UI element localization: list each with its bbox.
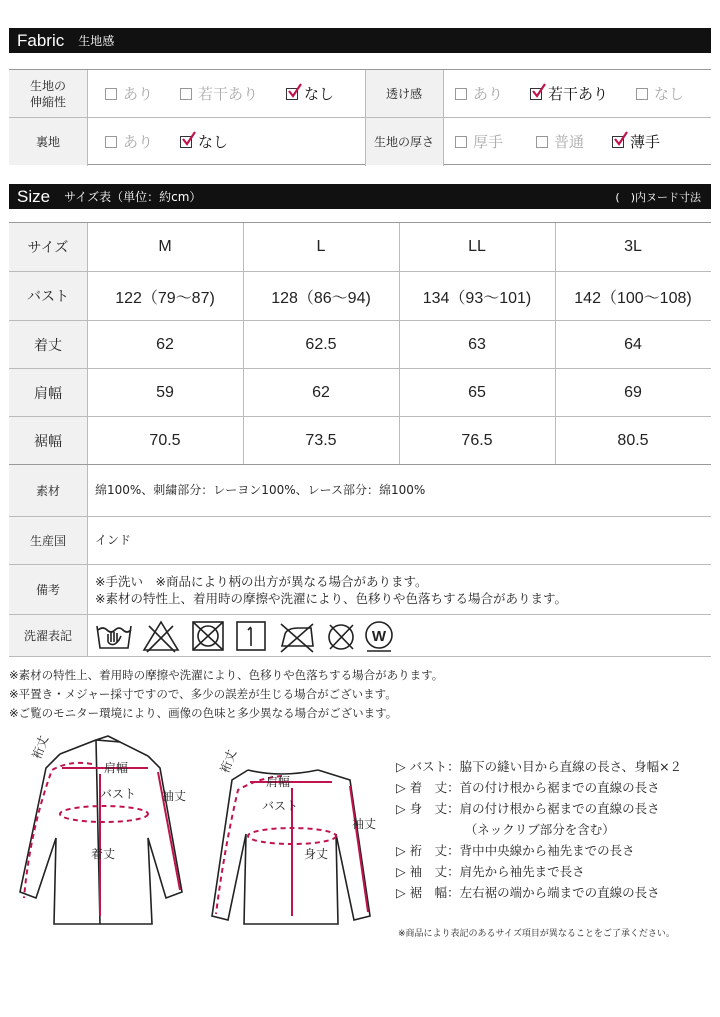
table-cell: 73.5 — [305, 431, 337, 449]
shirt-mitake-label: 身丈 — [304, 847, 329, 861]
size-disclaimer: ※商品により表記のあるサイズ項目が異なることをご了承ください。 — [398, 929, 675, 939]
lining-option-ari[interactable]: あり — [105, 118, 153, 165]
stretch-option-ari[interactable]: あり — [105, 70, 153, 117]
jacket-katahaba-label: 肩幅 — [104, 761, 129, 775]
table-cell: 128（86〜94) — [271, 289, 371, 307]
divider — [399, 223, 400, 465]
checkbox-checked-icon — [286, 88, 298, 100]
size-title-jp: サイズ表（単位：約cm） — [64, 190, 202, 204]
legend-item: （ネックリブ部分を含む） — [396, 822, 615, 837]
sheer-option-jakkan[interactable]: 若干あり — [530, 70, 608, 117]
thickness-label: 生地の厚さ — [365, 118, 443, 165]
table-row — [9, 272, 711, 321]
table-header-cell: L — [316, 238, 326, 255]
divider — [87, 465, 88, 516]
table-cell: 65 — [468, 383, 486, 401]
origin-label: 生産国 — [9, 517, 87, 564]
checkbox-checked-icon — [612, 136, 624, 148]
origin-value: インド — [95, 533, 132, 547]
table-cell: 62 — [156, 335, 174, 353]
fabric-title-jp: 生地感 — [78, 34, 115, 48]
nude-size-note: ( )内ヌード寸法 — [615, 190, 701, 204]
thickness-option-atsude[interactable]: 厚手 — [455, 118, 503, 165]
divider — [87, 615, 88, 656]
remarks-row — [9, 565, 711, 615]
origin-row — [9, 517, 711, 565]
jacket-kitake-label: 着丈 — [91, 847, 116, 861]
hand-wash-icon — [97, 626, 131, 648]
table-cell: 142（100〜108) — [574, 289, 692, 307]
fabric-header — [9, 28, 711, 53]
shirt-katahaba-label: 肩幅 — [266, 775, 291, 789]
remarks-label: 備考 — [9, 565, 87, 614]
checkbox-icon — [455, 136, 467, 148]
checkbox-icon — [455, 88, 467, 100]
table-cell: 裾幅 — [9, 417, 87, 464]
shirt-bust-label: バスト — [262, 799, 299, 813]
legend-item: ▷ 裾 幅：左右裾の端から端までの直線の長さ — [396, 885, 660, 900]
legend-item: ▷ バスト：脇下の縫い目から直線の長さ、身幅×２ — [396, 759, 683, 774]
jacket-yuki-label: 裄丈 — [29, 733, 52, 762]
care-label: 洗濯表記 — [9, 615, 87, 656]
sheer-label: 透け感 — [365, 70, 443, 117]
no-dry-clean-icon — [329, 625, 353, 649]
stretch-label: 生地の 伸縮性 — [9, 70, 87, 117]
table-cell: 62 — [312, 383, 330, 401]
table-cell: 64 — [624, 335, 642, 353]
table-cell: 62.5 — [305, 335, 337, 353]
wet-clean-letter: W — [371, 628, 387, 645]
note-line: ※平置き・メジャー採寸ですので、多少の誤差が生じる場合がございます。 — [9, 687, 397, 701]
table-cell: 122（79〜87) — [115, 289, 215, 307]
sheer-option-nashi[interactable]: なし — [636, 70, 684, 117]
table-cell: 70.5 — [149, 431, 181, 449]
table-cell: 76.5 — [461, 431, 493, 449]
fabric-row — [9, 118, 711, 166]
stretch-option-nashi[interactable]: なし — [286, 70, 334, 117]
care-row — [9, 615, 711, 657]
thickness-option-futsu[interactable]: 普通 — [536, 118, 584, 165]
table-header-cell: M — [158, 238, 172, 255]
sheer-option-ari[interactable]: あり — [455, 70, 503, 117]
size-header — [9, 184, 711, 209]
table-row — [9, 417, 711, 465]
legend-item: ▷ 裄 丈：背中中央線から袖先までの長さ — [396, 843, 635, 858]
no-tumble-dry-icon — [193, 622, 223, 650]
divider — [87, 70, 88, 166]
note-line: ※素材の特性上、着用時の摩擦や洗濯により、色移りや色落ちする場合があります。 — [9, 668, 444, 682]
measurement-legend — [396, 756, 682, 903]
lining-label: 裏地 — [9, 118, 87, 165]
divider — [443, 70, 444, 166]
divider — [243, 223, 244, 465]
lining-option-nashi[interactable]: なし — [180, 118, 228, 165]
jacket-bust-label: バスト — [100, 787, 137, 801]
checkbox-icon — [105, 136, 117, 148]
table-cell: 着丈 — [9, 321, 87, 368]
material-label: 素材 — [9, 465, 87, 516]
fabric-title-en: Fabric — [17, 30, 65, 50]
note-line: ※ご覧のモニター環境により、画像の色味と多少異なる場合がございます。 — [9, 706, 398, 720]
stretch-option-jakkan[interactable]: 若干あり — [180, 70, 258, 117]
info-table — [9, 464, 711, 645]
legend-item: ▷ 着 丈：首の付け根から裾までの直線の長さ — [396, 780, 660, 795]
no-bleach-icon — [144, 622, 178, 652]
table-header-cell: サイズ — [9, 223, 87, 271]
table-cell: 59 — [156, 383, 174, 401]
legend-item: ▷ 袖 丈：肩先から袖先まで長さ — [396, 864, 585, 879]
divider — [87, 223, 88, 465]
table-header-cell: LL — [468, 238, 486, 255]
no-iron-icon — [281, 624, 313, 652]
table-cell: 69 — [624, 383, 642, 401]
size-title-en: Size — [17, 186, 51, 206]
checkbox-icon — [636, 88, 648, 100]
remarks-value: ※手洗い ※商品により柄の出方が異なる場合があります。 ※素材の特性上、着用時の摩擦や洗濯により、色移りや色落ちする場合があります。 — [95, 573, 567, 606]
table-cell: 134（93〜101) — [422, 289, 532, 307]
table-row — [9, 321, 711, 369]
table-header-cell: 3L — [624, 238, 642, 255]
shirt-yuki-label: 裄丈 — [217, 747, 240, 776]
fabric-row — [9, 70, 711, 118]
table-row — [9, 369, 711, 417]
checkbox-icon — [536, 136, 548, 148]
notes — [9, 666, 443, 723]
checkbox-icon — [105, 88, 117, 100]
checkbox-checked-icon — [530, 88, 542, 100]
table-cell: 肩幅 — [9, 369, 87, 416]
checkbox-icon — [180, 88, 192, 100]
divider — [87, 565, 88, 614]
divider — [555, 223, 556, 465]
material-row — [9, 465, 711, 517]
thickness-option-usude[interactable]: 薄手 — [612, 118, 660, 165]
divider — [365, 70, 366, 166]
fabric-table — [9, 69, 711, 165]
measurement-diagram — [0, 730, 396, 930]
size-table-header-row — [9, 223, 711, 272]
size-table — [9, 222, 711, 464]
care-symbols — [95, 618, 395, 654]
measure-lines — [24, 763, 368, 916]
legend-item: ▷ 身 丈：肩の付け根から裾までの直線の長さ — [396, 801, 660, 816]
checkbox-checked-icon — [180, 136, 192, 148]
hang-dry-icon — [237, 622, 265, 650]
jacket-sodetake-label: 袖丈 — [162, 789, 187, 803]
table-cell: バスト — [9, 272, 87, 320]
shirt-sodetake-label: 袖丈 — [352, 817, 377, 831]
table-cell: 63 — [468, 335, 486, 353]
table-cell: 80.5 — [617, 431, 649, 449]
divider — [87, 517, 88, 564]
material-value: 綿100%、刺繍部分：レーヨン100%、レース部分：綿100% — [95, 483, 426, 497]
